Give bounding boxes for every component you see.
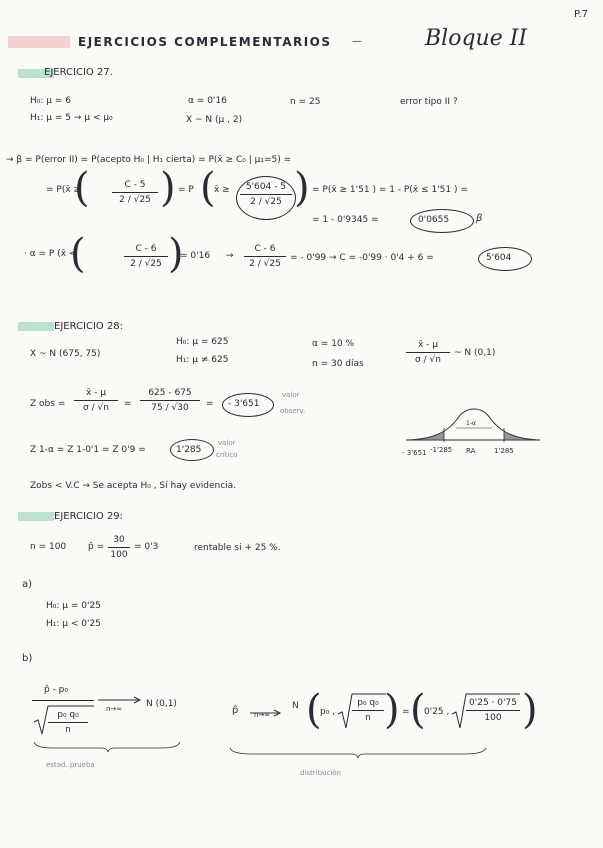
ex29-stat-caption: estad. prueba (46, 761, 95, 769)
ex29-dist-p2: 0'25 , (424, 707, 450, 717)
frac-den: 75 / √30 (151, 403, 189, 413)
ex27-l4-value: = 0'16 (180, 251, 211, 261)
frac-den: 2 / √25 (130, 259, 162, 269)
ex29-phat-value: = 0'3 (134, 542, 159, 552)
block-title: Bloque II (425, 26, 528, 51)
ex28-zobs-note: valor (282, 391, 300, 399)
ex27-l4-arrow: → (226, 251, 234, 261)
paren-open: ( (74, 165, 90, 211)
page-title: EJERCICIOS COMPLEMENTARIOS (78, 35, 332, 49)
ex28-zobs-eq2: = (206, 399, 214, 409)
normal-curve-diagram (404, 398, 544, 450)
ex28-stat-dist: ~ N (0,1) (454, 348, 496, 358)
curve-label: 1'285 (494, 447, 514, 455)
ex28-zcrit-value: 1'285 (176, 445, 202, 455)
ex27-l2-frac1 (112, 180, 158, 205)
dist-underbrace (228, 746, 488, 760)
ex28-zobs: Z obs = (30, 399, 66, 409)
curve-label: -1'285 (430, 446, 453, 454)
frac-num: C - 5 (112, 180, 158, 193)
paren-close: ) (160, 165, 176, 211)
ex27-c-value: 5'604 (486, 253, 512, 263)
ex28-zcrit-note: valor (218, 439, 236, 447)
frac-den: σ / √n (415, 355, 441, 365)
ex27-l2-eq: = P (178, 185, 194, 195)
frac-den: 2 / √25 (249, 259, 281, 269)
frac-den: 100 (110, 550, 128, 560)
ex27-beta-line: → β = P(error II) = P(acepto H₀ | H₁ cierta) = P(x̄ ≥ C₀ | μ₁=5) = (6, 155, 292, 165)
ex27-l2-start: = P(x̄ ≥ (46, 185, 82, 195)
ex27-alpha: α = 0'16 (188, 96, 227, 106)
paren-open: ( (70, 231, 86, 277)
ex28-zcrit-note: crítico (216, 451, 238, 459)
frac-den: 2 / √25 (119, 195, 151, 205)
frac-den: n (65, 725, 71, 735)
frac-num: 30 (108, 535, 130, 548)
ex28-conclusion: Zobs < V.C → Se acepta H₀ , Sí hay evidencia. (30, 481, 237, 491)
frac-num: x̄ - μ (74, 388, 118, 401)
ex28-zobs-frac2 (140, 388, 200, 413)
paren-close: ) (168, 231, 184, 277)
paren-close: ) (294, 165, 310, 211)
frac-den: n (365, 713, 371, 723)
ex28-zobs-note: observ. (280, 407, 306, 415)
ex28-alpha: α = 10 % (312, 339, 355, 349)
fraction-bar (32, 700, 94, 701)
ex28-zobs-eq: = (124, 399, 132, 409)
ex28-distribution: X ~ N (675, 75) (30, 349, 101, 359)
ex28-zobs-value: - 3'651 (228, 399, 260, 409)
ex29-stat-dist: N (0,1) (146, 699, 177, 709)
ex28-h1: H₁: μ ≠ 625 (176, 355, 229, 365)
ex29-n: n = 100 (30, 542, 67, 552)
ex29-dist-arrow-label: n→∞ (254, 711, 271, 719)
frac-num: p₀ q₀ (48, 710, 88, 723)
ex28-stat-frac (406, 340, 450, 365)
ex29-highlight (18, 512, 54, 521)
ex29-label: EJERCICIO 29: (54, 511, 124, 522)
ex27-beta-symbol: β (476, 213, 483, 224)
paren-open: ( (200, 165, 216, 211)
frac-num: 0'25 · 0'75 (466, 698, 520, 711)
ex27-h1: H₁: μ = 5 → μ < μ₀ (30, 113, 113, 123)
ex29-dist-frac (352, 698, 384, 723)
ex27-l4-frac1 (124, 244, 168, 269)
ex29-dist-p0: p₀ , (320, 707, 336, 717)
ex29-dist-caption: distribución (300, 769, 341, 777)
curve-label: RA (466, 447, 476, 455)
ex28-label: EJERCICIO 28: (54, 321, 124, 332)
frac-den: 100 (484, 713, 502, 723)
ex28-zobs-frac1 (74, 388, 118, 413)
ex27-n: n = 25 (290, 97, 321, 107)
ex29-stat-den (48, 710, 88, 735)
stat-underbrace (32, 740, 182, 754)
ex29-stat-arrow-label: n→∞ (106, 705, 123, 713)
ex28-zcrit: Z 1-α = Z 1-0'1 = Z 0'9 = (30, 445, 146, 455)
ex27-beta-value: 0'0655 (418, 215, 450, 225)
ex28-highlight (18, 322, 54, 331)
frac-den: 2 / √25 (250, 197, 282, 207)
right-rejection-region (504, 432, 540, 440)
paren-open: ( (306, 687, 322, 733)
ex29-stat-num: p̂ - p₀ (44, 685, 69, 695)
ex29-h0: H₀: μ = 0'25 (46, 601, 101, 611)
ex29-phat: p̂ = (88, 542, 105, 552)
ex27-h0: H₀: μ = 6 (30, 96, 71, 106)
paren-close: ) (522, 687, 538, 733)
curve-inner-label: 1-α (466, 420, 476, 427)
convergence-arrow (98, 696, 142, 704)
ex27-l2-in: x̄ ≥ (214, 185, 230, 195)
frac-num: p₀ q₀ (352, 698, 384, 711)
ex27-l2-result: = P(x̄ ≥ 1'51 ) = 1 - P(x̄ ≤ 1'51 ) = (312, 185, 468, 195)
ex27-label: EJERCICIO 27. (44, 67, 113, 78)
ex29-h1: H₁: μ < 0'25 (46, 619, 101, 629)
ex27-l4-start: · α = P (x̄ < (24, 249, 77, 259)
curve-label: - 3'651 (402, 449, 427, 457)
ex27-error-question: error tipo II ? (400, 97, 458, 107)
ex29-dist-p: p̂ (232, 705, 239, 716)
ex27-l3-result: = 1 - 0'9345 = (312, 215, 379, 225)
frac-num: C - 6 (244, 244, 286, 257)
frac-num: x̄ - μ (406, 340, 450, 353)
frac-num: C - 6 (124, 244, 168, 257)
ex29-dist-n: N (292, 701, 299, 711)
left-rejection-region (408, 432, 444, 440)
ex27-l4-frac2 (244, 244, 286, 269)
frac-num: 625 - 675 (140, 388, 200, 401)
ex29-part-a: a) (22, 579, 33, 590)
ex29-part-b: b) (22, 653, 33, 664)
paren-close: ) (384, 687, 400, 733)
title-dash: — (352, 36, 362, 47)
ex29-dist-frac2 (466, 698, 520, 723)
ex27-l4-result: = - 0'99 → C = -0'99 · 0'4 + 6 = (290, 253, 434, 263)
page-number: P.7 (574, 9, 589, 20)
frac-num: 5'604 - 5 (240, 182, 292, 195)
ex29-dist-eq: = (402, 707, 410, 717)
ex29-note: rentable si + 25 %. (194, 543, 281, 553)
ex28-n: n = 30 días (312, 359, 364, 369)
ex27-distribution: X ~ N (μ , 2) (186, 115, 243, 125)
paren-open: ( (410, 687, 426, 733)
ex29-phat-frac (108, 535, 130, 560)
ex27-l2-frac2 (240, 182, 292, 207)
frac-den: σ / √n (83, 403, 109, 413)
title-highlight (8, 36, 70, 48)
ex28-h0: H₀: μ = 625 (176, 337, 229, 347)
